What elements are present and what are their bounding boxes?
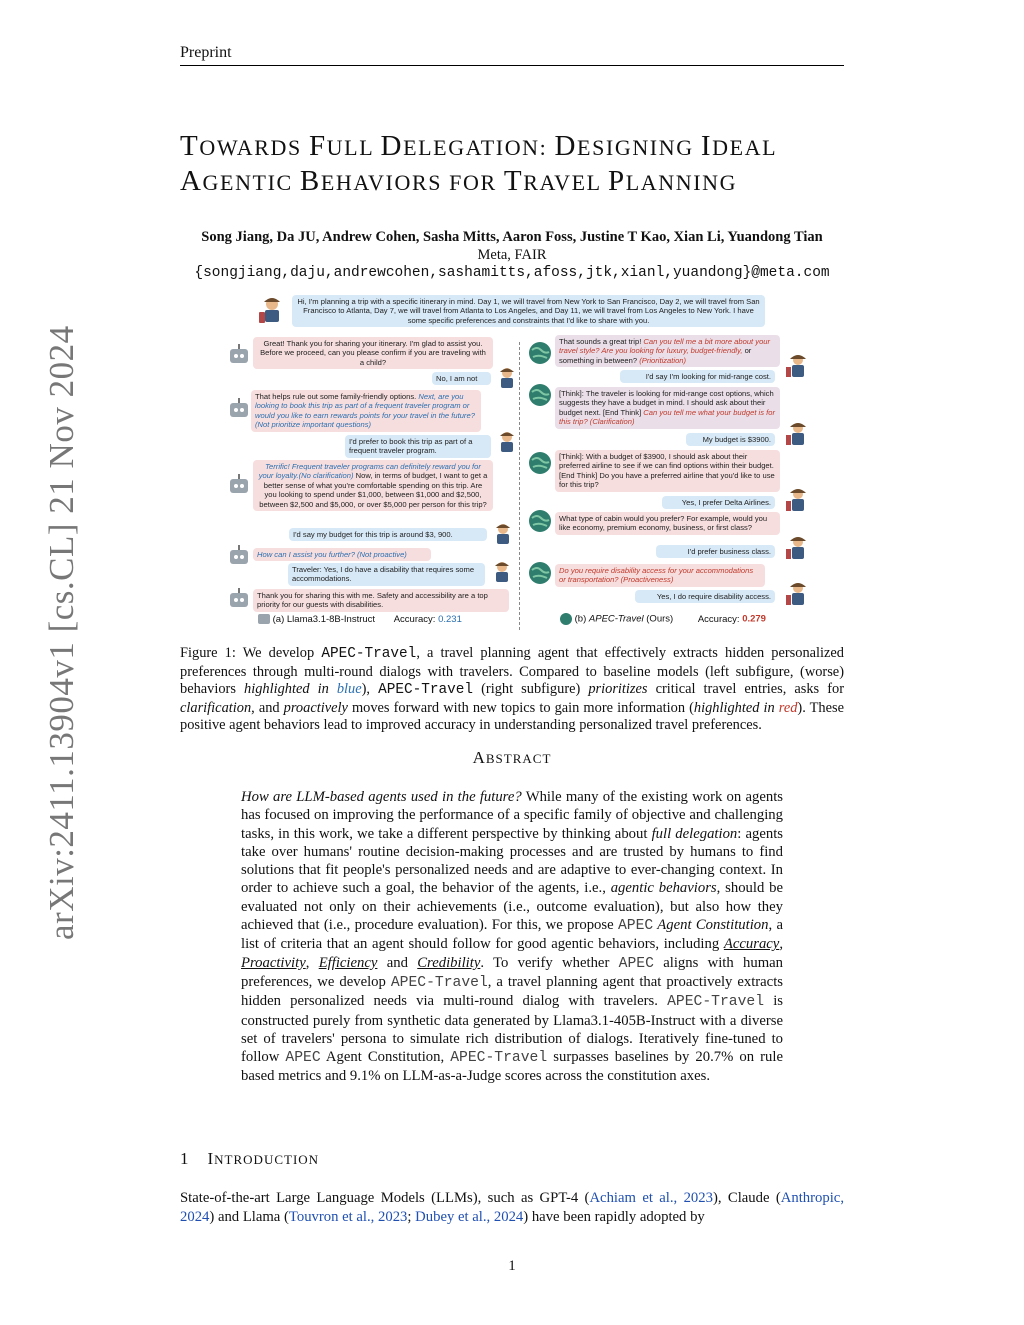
globe-agent-icon (527, 560, 553, 586)
baseline-user-message-4: Traveler: Yes, I do have a disability that requires some accommodations. (288, 563, 485, 586)
subfigure-divider (519, 342, 520, 630)
apec-user-message-1: I'd say I'm looking for mid-range cost. (620, 370, 775, 383)
citation-link[interactable]: Achiam et al., 2023 (589, 1190, 713, 1206)
globe-agent-icon (527, 340, 553, 366)
baseline-user-message-3: I'd say my budget for this trip is around $3, 900. (289, 528, 487, 541)
traveler-icon (496, 366, 518, 390)
apec-agent-message-1: That sounds a great trip! Can you tell me a bit more about your travel style? Are you looking for luxury, budget-friendly, or something in between? (Prioritization) (555, 335, 780, 367)
baseline-agent-message-5: Thank you for sharing this with me. Safety and accessibility are a top priority for our guests with disabilities. (253, 589, 509, 612)
traveler-icon (258, 296, 286, 326)
citation-link[interactable]: Touvron et al., 2023 (288, 1208, 408, 1225)
traveler-icon (492, 522, 514, 546)
traveler-icon (496, 430, 518, 454)
globe-agent-icon (560, 613, 572, 625)
abstract-body: How are LLM-based agents used in the future? While many of the existing work on agents has focused on improving the performance of a specific family of objective and challenging tasks, in this work, we take a different perspective by thinking about full delegation: agents take over humans' routine decision-making processes and are trusted by humans to find solutions that fit people's personalized needs and are adaptive to ever-changing context. In order to achieve such a goal, the behavior of the agents, i.e., agentic behaviors, should be evaluated not only on their achievements (i.e., outcome evaluation), but also how they achieved that (i.e., procedure evaluation). For this, we propose APEC Agent Constitution, a list of criteria that an agent should follow for good agentic behaviors, including Accuracy, Proactivity, Efficiency and Credibility. To verify whether APEC aligns with human preferences, we develop APEC-Travel, a travel planning agent that proactively extracts hidden personalized needs via multi-round dialog with travelers. APEC-Travel is constructed purely from synthetic data generated by Llama3.1-405B-Instruct with a diverse set of travelers' persona to simulate rich distribution of dialogs. Iteratively fine-tuned to follow APEC Agent Constitution, APEC-Travel surpasses baselines by 20.7% on rule based metrics and 9.1% on LLM-as-a-Judge scores across the constitution axes. (241, 789, 784, 1085)
affiliation: Meta, FAIR (477, 247, 547, 263)
figure-caption: Figure 1: We develop APEC-Travel, a travel planning agent that effectively extracts hidden personalized preferences through multi-round dialogs with travelers. Compared to baseline models (left subfigure, (worse) behaviors highlighted in blue), APEC-Travel (right subfigure) prioritizes critical travel entries, asks for clarification, and proactively moves forward with new topics to gain more information (highlighted in red). These positive agent behaviors lead to improved accuracy in understanding personalized travel preferences. (180, 645, 844, 734)
right-subfigure-footer: (b) APEC-Travel (Ours) Accuracy: 0.279 (560, 613, 766, 625)
baseline-user-message-1: No, I am not (432, 372, 491, 385)
paper-title-line-2: AGENTIC BEHAVIORS FOR TRAVEL PLANNING (180, 165, 738, 197)
baseline-agent-message-2: That helps rule out some family-friendly options. Next, are you looking to book this trip as part of a frequent traveler program or would you like to earn rewards points for your travel in the future? (Not prioritize important questions) (251, 390, 481, 432)
author-list: Song Jiang, Da JU, Andrew Cohen, Sasha Mitts, Aaron Foss, Justine T Kao, Xian Li, Yuandong Tian (201, 229, 823, 245)
abstract-heading: ABSTRACT (472, 748, 552, 767)
robot-icon (227, 473, 251, 497)
apec-user-message-4: I'd prefer business class. (656, 545, 775, 558)
section-heading-introduction: 1 INTRODUCTION (180, 1149, 320, 1168)
apec-agent-message-4: What type of cabin would you prefer? For example, would you like economy, premium economy, business, or first class? (555, 512, 780, 535)
arxiv-stamp: arXiv:2411.13904v1 [cs.CL] 21 Nov 2024 (42, 325, 81, 940)
traveler-icon (786, 580, 810, 608)
apec-agent-message-5: Do you require disability access for your accommodations or transportation? (Proactiveness) (555, 564, 765, 587)
baseline-user-message-2: I'd prefer to book this trip as part of a frequent traveler program. (345, 435, 491, 458)
baseline-agent-message-1: Great! Thank you for sharing your itinerary. I'm glad to assist you. Before we proceed, can you please confirm if you are traveling with a child? (253, 337, 493, 369)
citation-link[interactable]: Anthropic, 2024 (180, 1190, 844, 1225)
robot-icon (227, 397, 251, 421)
traveler-icon (786, 352, 810, 380)
traveler-icon (786, 486, 810, 514)
header-rule (180, 65, 844, 66)
citation-link[interactable]: Dubey et al., 2024 (415, 1208, 524, 1225)
globe-agent-icon (527, 382, 553, 408)
traveler-icon (786, 534, 810, 562)
apec-user-message-5: Yes, I do require disability access. (635, 590, 775, 603)
traveler-icon (786, 420, 810, 448)
robot-icon (227, 343, 251, 367)
apec-user-message-2: My budget is $3900. (686, 433, 775, 446)
left-subfigure-footer: (a) Llama3.1-8B-Instruct Accuracy: 0.231 (258, 614, 462, 625)
introduction-paragraph: State-of-the-art Large Language Models (LLMs), such as GPT-4 (Achiam et al., 2023), Claude (Anthropic, 2024) and Llama (Touvron et al., 2023; Dubey et al., 2024) have been rapidly adopted by (180, 1190, 844, 1225)
apec-agent-message-3: [Think]: With a budget of $3900, I should ask about their preferred airline to see if we can find options within their budget. [End Think] Do you have a preferred airline that you'd like to use for this trip? (555, 450, 780, 492)
robot-icon (258, 614, 270, 624)
baseline-agent-message-3: Terrific! Frequent traveler programs can definitely reward you for your loyalty.(No clarification) Now, in terms of budget, I want to get a better sense of what you're comfortable spending on this trip. Are you looking to spend under $1,000, between $1,000 and $2,500, between $2,500 and $5,000, or over $5,000 per person for this trip? (253, 460, 493, 511)
page-number: 1 (508, 1258, 516, 1274)
author-emails: {songjiang,daju,andrewcohen,sashamitts,afoss,jtk,xianl,yuandong}@meta.com (194, 265, 830, 281)
apec-agent-message-2: [Think]: The traveler is looking for mid-range cost options, which suggests they have a budget in mind. I should ask about their budget next. [End Think] Can you tell me what your budget is for this trip? (Clarification) (555, 387, 780, 429)
baseline-agent-message-4: How can I assist you further? (Not proactive) (253, 548, 431, 561)
apec-user-message-3: Yes, I prefer Delta Airlines. (662, 496, 775, 509)
traveler-icon (491, 560, 513, 584)
globe-agent-icon (527, 450, 553, 476)
paper-title-line-1: TOWARDS FULL DELEGATION: DESIGNING IDEAL (180, 130, 778, 162)
globe-agent-icon (527, 508, 553, 534)
running-header: Preprint (180, 44, 232, 61)
robot-icon (227, 587, 251, 611)
traveler-intro-message: Hi, I'm planning a trip with a specific itinerary in mind. Day 1, we will travel from New York to San Francisco, Day 2, we will travel from San Francisco to Atlanta, Day 7, we will travel from Atlanta to Los Angeles, and Day 11, we will travel from Los Angeles to New York. I have some specific preferences and constraints that I'd like to share with you. (292, 295, 765, 327)
robot-icon (227, 544, 251, 568)
